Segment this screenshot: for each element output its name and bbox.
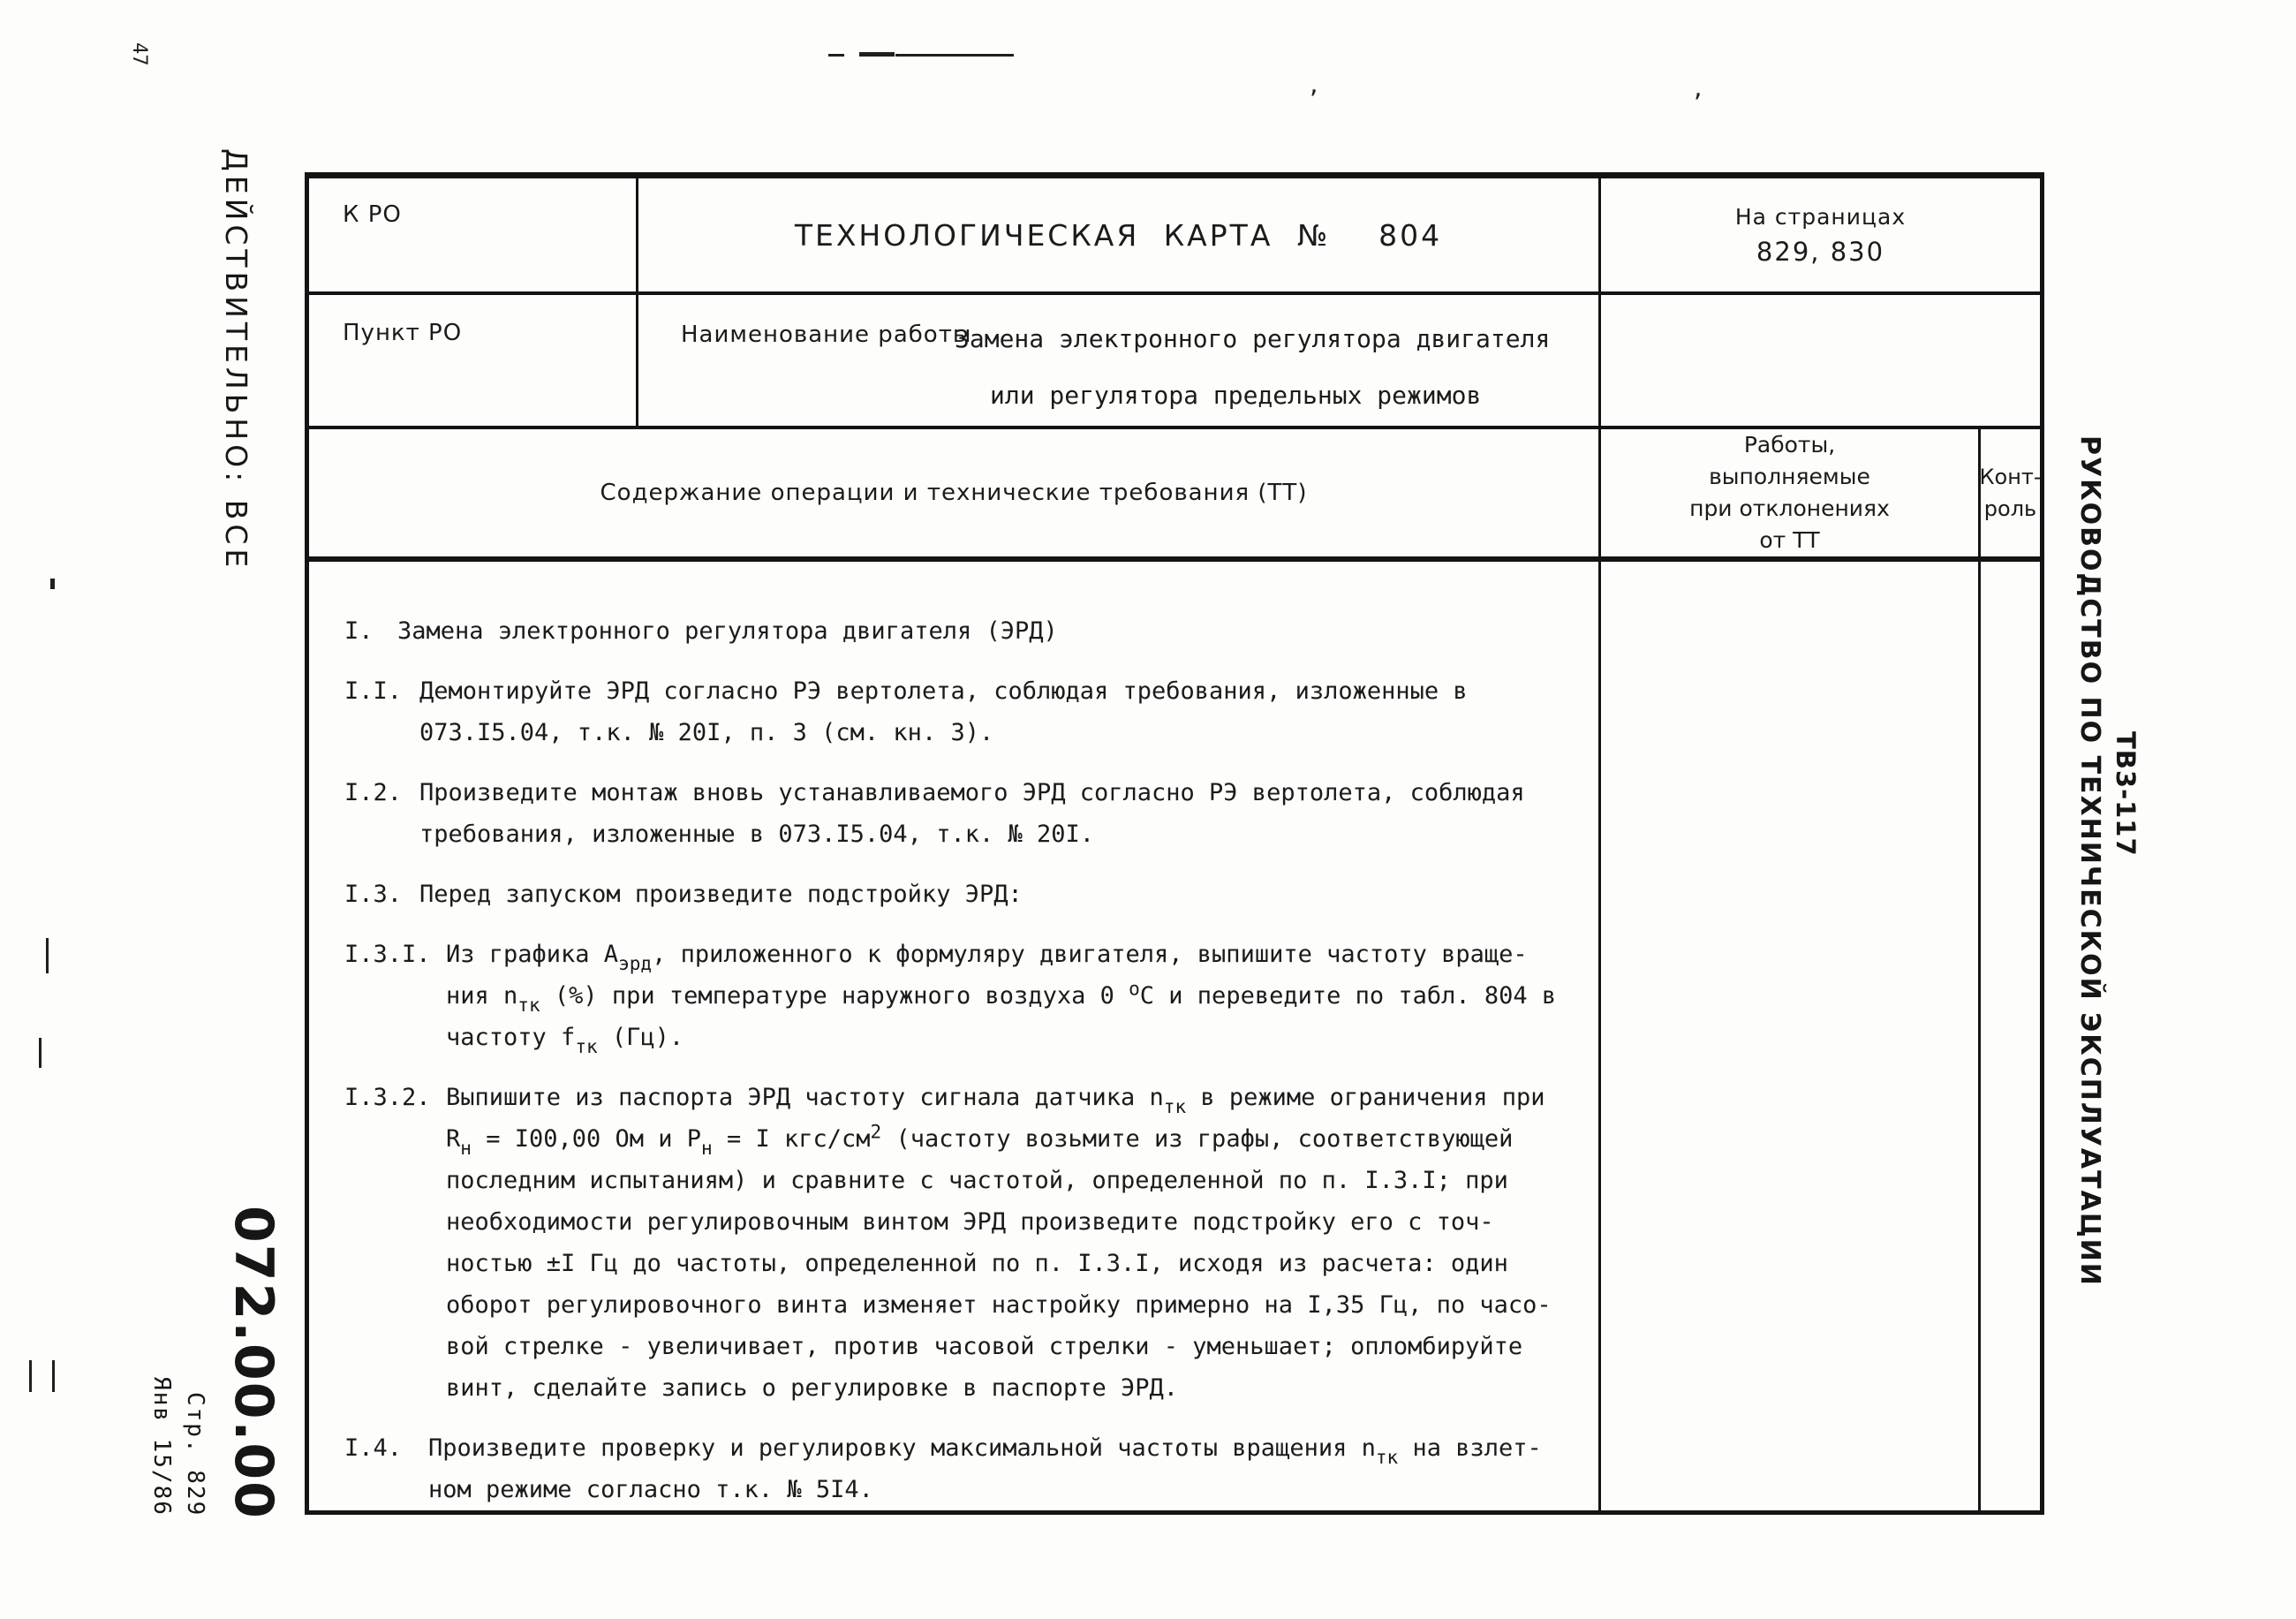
- works-column-line: при отклонениях: [1689, 496, 1890, 521]
- scan-artifact: [895, 54, 1014, 57]
- work-name-line: Замена электронного регулятора двигателя: [955, 324, 1551, 353]
- scan-artifact: ,: [1310, 69, 1318, 100]
- body-line: Произведите проверку и регулировку максимальной частоты вращения $n_{тк}$ на взлет-: [428, 1434, 1542, 1468]
- control-column-header: [1981, 429, 2040, 556]
- punkt-ro-cell: [309, 295, 636, 426]
- body-line: требования, изложенные в 073.I5.04, т.к. № 20I.: [419, 821, 1095, 848]
- body-line: необходимости регулировочным винтом ЭРД произведите подстройку его с точ-: [446, 1208, 1494, 1236]
- body-line: оборот регулировочного винта изменяет настройку примерно на I,35 Гц, по часо-: [446, 1291, 1552, 1319]
- body-paragraph: [344, 610, 1590, 652]
- manual-title: РУКОВОДСТВО ПО ТЕХНИЧЕСКОЙ ЭКСПЛУАТАЦИИ: [2074, 435, 2105, 1287]
- pages-value: 829, 830: [1756, 236, 1885, 267]
- body-line: Произведите монтаж вновь устанавливаемого ЭРД согласно РЭ вертолета, соблюдая: [419, 779, 1525, 806]
- paragraph-number: I.3.2.: [344, 1084, 431, 1111]
- to-ro-label: К РО: [343, 201, 402, 228]
- work-name-label: Наименование работы: [681, 322, 972, 348]
- control-cell: [1981, 562, 2040, 1512]
- body-line: ностью ±I Гц до частоты, определенной по п. I.3.I, исходя из расчета: один: [446, 1250, 1508, 1277]
- to-ro-cell: [309, 178, 636, 291]
- technological-card-table: [305, 172, 2044, 1515]
- body-paragraph: [344, 874, 1590, 915]
- card-title: ТЕХНОЛОГИЧЕСКАЯ КАРТА № 804: [794, 217, 1443, 253]
- paragraph-number: I.4.: [344, 1434, 403, 1462]
- paragraph-number: I.: [344, 617, 374, 645]
- body-line: последним испытаниям) и сравните с частотой, определенной по п. I.3.I; при: [446, 1167, 1508, 1194]
- paragraph-number: I.3.: [344, 881, 403, 908]
- card-title-cell: [638, 178, 1598, 291]
- pages-label: На страницах: [1734, 203, 1907, 230]
- works-column-line: выполняемые: [1709, 464, 1870, 489]
- body-line: 073.I5.04, т.к. № 20I, п. 3 (см. кн. 3).: [419, 719, 994, 746]
- engine-model: ТВ3-117: [2111, 731, 2141, 857]
- body-line: ном режиме согласно т.к. № 5I4.: [428, 1476, 873, 1503]
- body-paragraph: [344, 1077, 1590, 1409]
- body-paragraph: [344, 670, 1590, 753]
- punkt-ro-label: Пункт РО: [343, 320, 463, 346]
- scan-artifact: ,: [1694, 72, 1703, 103]
- operations-content-cell: [309, 562, 1598, 1512]
- scan-artifact: [828, 54, 844, 57]
- paragraph-number: I.3.I.: [344, 941, 431, 968]
- body-line: Демонтируйте ЭРД согласно РЭ вертолета, соблюдая требования, изложенные в: [419, 677, 1468, 705]
- scan-artifact: 47: [128, 42, 150, 66]
- date-reference: Янв 15/86: [148, 1376, 175, 1517]
- control-column-line: роль: [1983, 496, 2037, 521]
- works-on-deviation-cell: [1601, 562, 1978, 1512]
- body-paragraph: [344, 1427, 1590, 1510]
- pages-cell: [1601, 178, 2040, 291]
- body-line: $R_н = I00,00$ Ом и $Р_н = I$ кгс/$см^2$ (частоту возьмите из графы, соответствующей: [446, 1120, 1514, 1159]
- work-name-line: или регулятора предельных режимов: [990, 381, 1482, 410]
- work-name-cell: [638, 295, 1598, 426]
- body-paragraph: [344, 934, 1590, 1058]
- body-line: Замена электронного регулятора двигателя (ЭРД): [397, 617, 1058, 645]
- works-column-header: [1601, 429, 1978, 556]
- paragraph-number: I.2.: [344, 779, 403, 806]
- scan-artifact: [29, 1360, 32, 1392]
- page-reference: Стр. 829: [182, 1392, 208, 1517]
- validity-stamp: ДЕЙСТВИТЕЛЬНО: ВСЕ: [219, 148, 253, 572]
- scan-artifact: [39, 1038, 42, 1068]
- body-line: ния $n_{тк}$ (%) при температуре наружного воздуха 0 $^о$С и переведите по табл. 804 в: [446, 977, 1557, 1016]
- control-column-line: Конт-: [1979, 465, 2042, 489]
- scan-artifact: [50, 579, 55, 589]
- scan-artifact: [52, 1360, 55, 1392]
- works-column-line: от ТТ: [1759, 527, 1820, 553]
- body-line: Из графика $А_{эрд}$, приложенного к формуляру двигателя, выпишите частоту враще-: [446, 941, 1528, 974]
- empty-cell: [1601, 295, 2040, 426]
- body-line: Перед запуском произведите подстройку ЭРД:: [419, 881, 1023, 908]
- document-code: 072.00.00: [223, 1206, 284, 1520]
- body-line: винт, сделайте запись о регулировке в паспорте ЭРД.: [446, 1374, 1179, 1402]
- body-line: вой стрелке - увеличивает, против часовой стрелки - уменьшает; опломбируйте: [446, 1333, 1523, 1360]
- scan-artifact: [46, 938, 49, 973]
- body-line: Выпишите из паспорта ЭРД частоту сигнала датчика $n_{тк}$ в режиме ограничения при: [446, 1084, 1545, 1117]
- body-line: частоту $f_{тк}$ (Гц).: [446, 1024, 684, 1057]
- paragraph-number: I.I.: [344, 677, 403, 705]
- content-column-header: [309, 429, 1598, 556]
- works-column-line: Работы,: [1743, 432, 1836, 458]
- scan-artifact: [859, 52, 895, 57]
- content-column-label: Содержание операции и технические требования (ТТ): [600, 480, 1308, 506]
- body-paragraph: [344, 772, 1590, 855]
